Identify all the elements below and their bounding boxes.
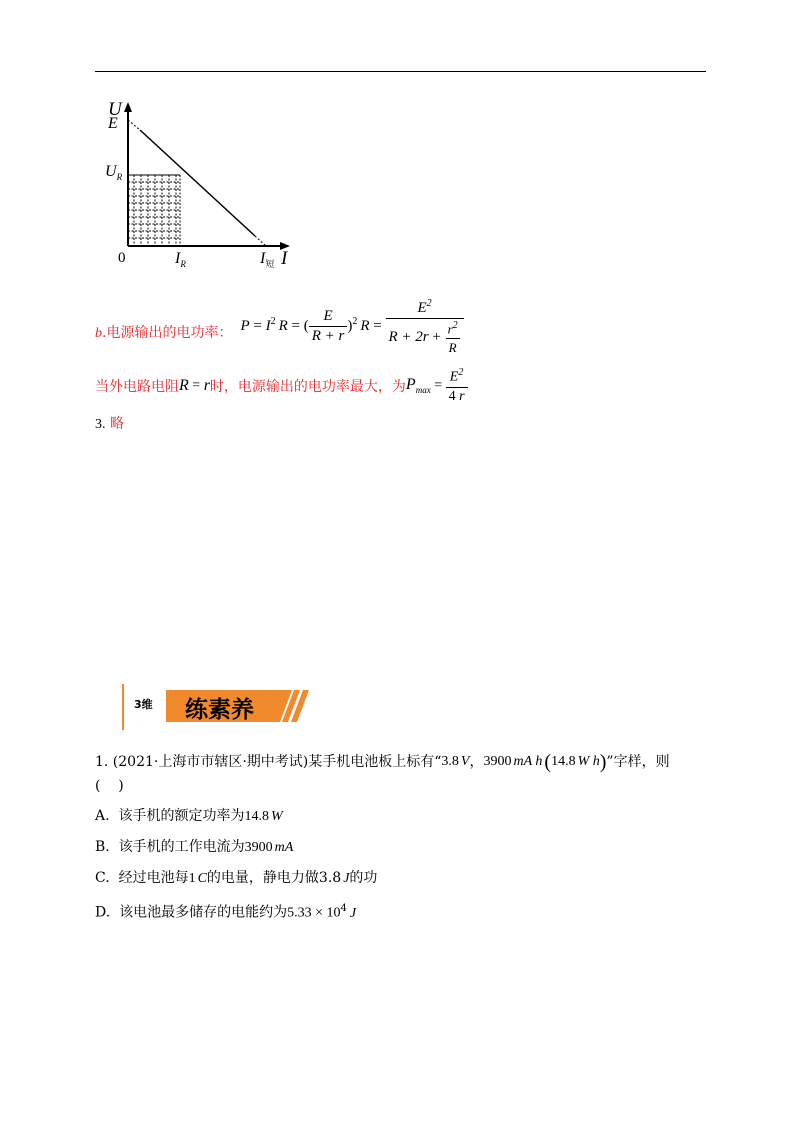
banner-title: 练素养 [185,697,254,723]
grid-hatch [128,175,180,246]
line-start-dots [128,120,140,130]
option-d[interactable]: D. 该电池最多储存的电能约为$5.33 \times 10^4$ J [95,903,357,921]
question-1 [95,752,710,924]
u-axis-arrow [124,102,132,112]
fraction-e-over-r-plus-r: $\frac{E}{R + r}$ [309,308,348,345]
banner-tag: 3维 [134,698,153,711]
power-label: b.电源输出的电功率： [95,325,233,341]
ishort-label: $I_短$ [260,250,275,270]
max-power-text-2: 时，电源输出的电功率最大，为 [209,379,406,395]
option-b[interactable]: B. 该手机的工作电流为3900 mA [95,839,294,855]
item-3: 3. 略 [95,416,124,432]
max-power-line: 当外电路电阻 R = r 时，电源输出的电功率最大，为 $P_{max}$ = $\frac{E^2}{4 r}$ [95,366,468,406]
power-formula: P = I $^2$ R = ( $\frac{E}{R + r}$ ) $^2$ R = $E^2$ R + 2 r + $\frac{r^2}{R}$ [240,298,463,356]
max-power-text-1: 当外电路电阻 [95,379,179,395]
ur-label: $U_R$ [105,163,123,183]
option-c[interactable]: C. 经过电池每1 C的电量，静电力做3.8 J的功 [95,870,378,886]
line-end-dots [255,236,266,246]
u-axis-label: U [108,99,122,120]
section-banner [120,682,320,732]
fraction-max-power: $E^2$ R + 2 r + $\frac{r^2}{R}$ [386,298,464,356]
e-label: E [108,115,118,132]
question-stem: 1. (2021·上海市市辖区·期中考试)某手机电池板上标有“ 3.8 V ， 3900 mA h ( 14.8 W h ) ”字样，则 [95,751,670,773]
i-axis-label: I [281,248,288,269]
header-rule [95,71,706,72]
answer-blank: ( ) [95,778,124,794]
r-big: R [179,377,189,394]
ui-graph [100,98,300,278]
power-formula-line [95,296,464,358]
ir-label: $I_R$ [175,250,186,270]
fraction-r2-over-r: $\frac{r^2}{R}$ [447,319,458,356]
option-a[interactable]: A. 该手机的额定功率为14.8 W [95,808,283,824]
p-max: $P_{max}$ [405,376,431,396]
characteristic-line [140,130,255,236]
r-small: r [203,377,210,394]
origin-label: 0 [118,250,126,266]
fraction-e2-over-4r: $\frac{E^2}{4 r}$ [446,367,468,405]
